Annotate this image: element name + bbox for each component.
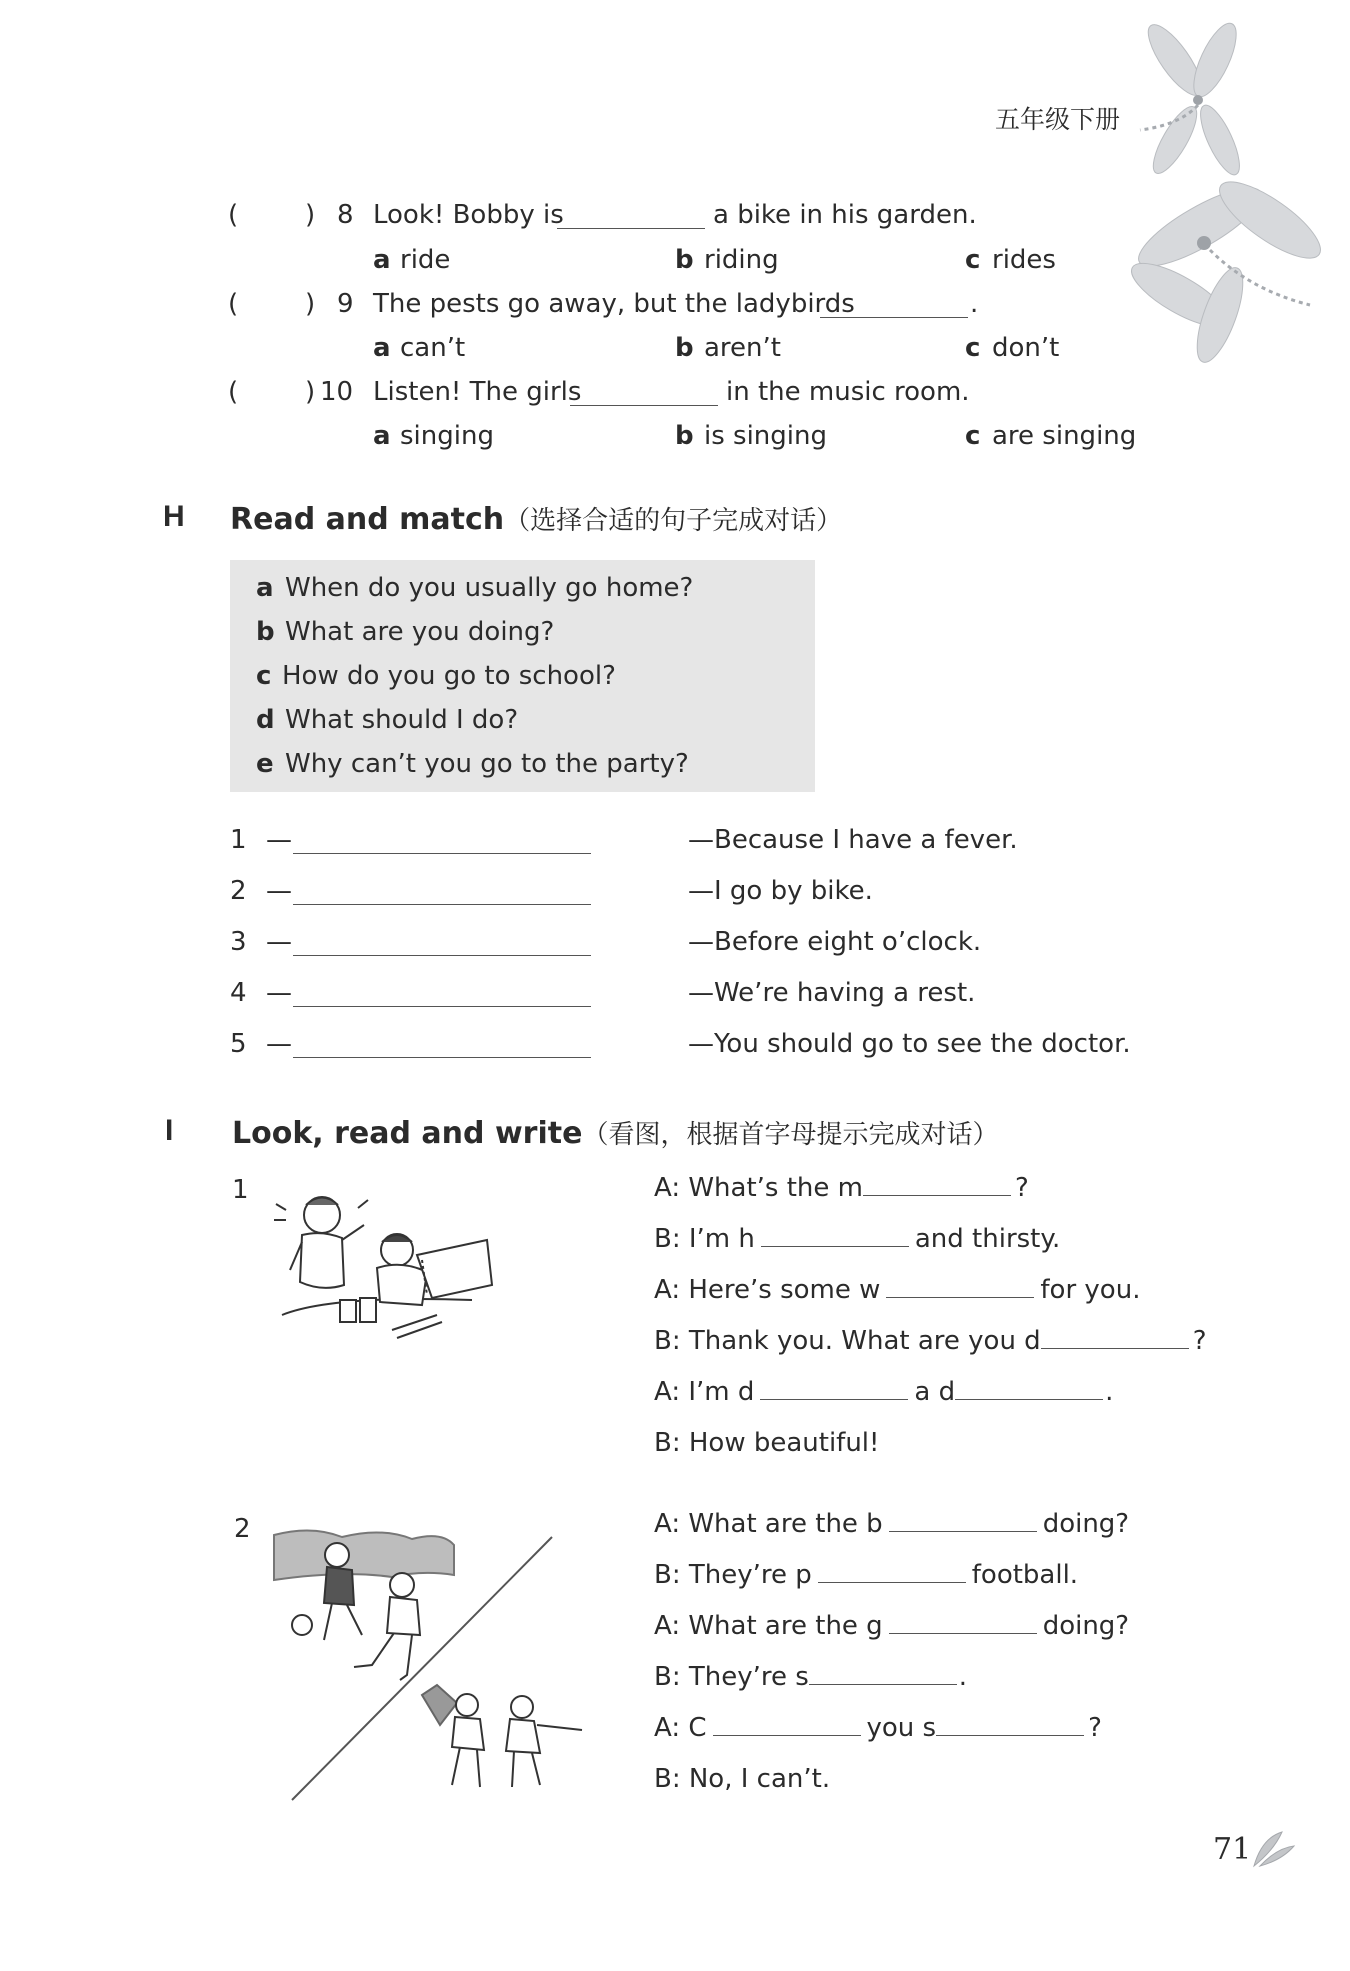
leaf-decoration-icon: [1252, 1828, 1297, 1868]
section-i-title-cn: （看图，根据首字母提示完成对话）: [582, 1120, 999, 1150]
answer-paren-close: ): [305, 200, 316, 230]
dialog-line: [654, 1662, 967, 1692]
dialog-text: football.: [971, 1560, 1079, 1590]
option-text: riding: [704, 245, 779, 275]
question-number: 8: [337, 200, 354, 230]
page-number: 71: [1213, 1832, 1252, 1867]
option-letter: a: [373, 333, 391, 363]
match-answer: —Before eight o’clock.: [688, 927, 982, 957]
option-text: singing: [400, 421, 494, 451]
choice-text: What should I do?: [285, 705, 519, 735]
dialog-text: B: Thank you. What are you d: [654, 1326, 1041, 1356]
answer-blank[interactable]: [955, 1398, 1103, 1400]
boys-football-girls-singing-illustration: [272, 1525, 592, 1825]
option-text: ride: [400, 245, 451, 275]
dialog-line: [654, 1428, 879, 1458]
match-number: 3: [230, 927, 247, 957]
answer-paren-open: (: [228, 200, 239, 230]
match-number: 2: [230, 876, 247, 906]
choice-text: When do you usually go home?: [285, 573, 694, 603]
dialog-line: [654, 1377, 1113, 1407]
answer-blank[interactable]: [570, 405, 718, 406]
dialog-line: [654, 1611, 1129, 1641]
dialog-text: for you.: [1040, 1275, 1141, 1305]
answer-paren-close: ): [305, 289, 316, 319]
option-text: can’t: [400, 333, 466, 363]
option-letter: c: [965, 333, 981, 363]
answer-blank[interactable]: [936, 1734, 1084, 1736]
choice-letter: d: [256, 705, 275, 735]
choice-letter: a: [256, 573, 274, 603]
choice-text: What are you doing?: [285, 617, 555, 647]
match-answer: —You should go to see the doctor.: [688, 1029, 1131, 1059]
match-dash: —: [266, 927, 292, 957]
picture-number: 2: [234, 1514, 251, 1544]
dialog-text: B: How beautiful!: [654, 1428, 880, 1458]
dialog-line: [654, 1224, 1060, 1254]
dragonfly-decoration-icon: [1120, 15, 1335, 375]
answer-blank[interactable]: [713, 1734, 861, 1736]
section-h-heading: [230, 500, 842, 537]
option-letter: c: [965, 421, 981, 451]
answer-blank[interactable]: [760, 1398, 908, 1400]
answer-blank[interactable]: [557, 228, 705, 229]
picture-number: 1: [232, 1175, 249, 1205]
dialog-text: doing?: [1042, 1509, 1130, 1539]
option-text: aren’t: [704, 333, 781, 363]
dialog-text: and thirsty.: [914, 1224, 1061, 1254]
answer-blank[interactable]: [820, 317, 968, 318]
dialog-text: .: [958, 1662, 968, 1692]
match-blank[interactable]: [293, 904, 591, 905]
dialog-text: A: What are the b: [654, 1509, 883, 1539]
answer-blank[interactable]: [889, 1632, 1037, 1634]
answer-blank[interactable]: [809, 1683, 957, 1685]
question-text-after: a bike in his garden.: [713, 200, 977, 230]
choice-text: How do you go to school?: [282, 661, 616, 691]
choice-letter: c: [256, 661, 272, 691]
dialog-text: B: They’re s: [654, 1662, 809, 1692]
option-letter: a: [373, 421, 391, 451]
dialog-text: B: No, I can’t.: [654, 1764, 831, 1794]
dialog-line: [654, 1713, 1102, 1743]
option-text: don’t: [992, 333, 1060, 363]
match-dash: —: [266, 978, 292, 1008]
match-dash: —: [266, 1029, 292, 1059]
match-blank[interactable]: [293, 1006, 591, 1007]
match-blank[interactable]: [293, 955, 591, 956]
dialog-text: doing?: [1042, 1611, 1130, 1641]
match-answer: —Because I have a fever.: [688, 825, 1018, 855]
dialog-text: .: [1105, 1377, 1114, 1407]
match-number: 4: [230, 978, 247, 1008]
dialog-text: you s: [866, 1713, 937, 1743]
dialog-text: ?: [1192, 1326, 1207, 1356]
match-dash: —: [266, 825, 292, 855]
dialog-line: [654, 1560, 1078, 1590]
dialog-text: A: I’m d: [654, 1377, 755, 1407]
question-text-before: Look! Bobby is: [373, 200, 564, 230]
dialog-text: A: What’s the m: [654, 1173, 864, 1203]
match-blank[interactable]: [293, 1057, 591, 1058]
section-h-title: Read and match: [230, 502, 505, 537]
boy-thirsty-and-boy-drawing-illustration: [272, 1180, 502, 1345]
match-dash: —: [266, 876, 292, 906]
answer-blank[interactable]: [886, 1296, 1034, 1298]
match-answer: —I go by bike.: [688, 876, 873, 906]
dialog-text: A: C: [654, 1713, 707, 1743]
section-h-letter: H: [163, 500, 185, 533]
dialog-text: ?: [1015, 1173, 1029, 1203]
match-number: 5: [230, 1029, 247, 1059]
match-blank[interactable]: [293, 853, 591, 854]
match-number: 1: [230, 825, 247, 855]
answer-blank[interactable]: [863, 1194, 1011, 1196]
option-text: are singing: [992, 421, 1137, 451]
choice-text: Why can’t you go to the party?: [285, 749, 689, 779]
dialog-text: ?: [1088, 1713, 1102, 1743]
question-text-after: .: [970, 289, 979, 319]
answer-blank[interactable]: [1041, 1347, 1189, 1349]
dialog-line: [654, 1326, 1207, 1356]
dialog-text: B: I’m h: [654, 1224, 755, 1254]
answer-paren-close: ): [305, 377, 316, 407]
option-letter: b: [675, 421, 694, 451]
section-h-title-cn: （选择合适的句子完成对话）: [504, 506, 843, 536]
dialog-text: A: Here’s some w: [654, 1275, 881, 1305]
dialog-text: B: They’re p: [654, 1560, 812, 1590]
option-letter: c: [965, 245, 981, 275]
dialog-text: A: What are the g: [654, 1611, 883, 1641]
grade-label: 五年级下册: [995, 105, 1121, 134]
answer-paren-open: (: [228, 377, 239, 407]
option-text: rides: [992, 245, 1056, 275]
choice-letter: b: [256, 617, 275, 647]
question-number: 9: [337, 289, 354, 319]
question-text-before: The pests go away, but the ladybirds: [373, 289, 855, 319]
dialog-line: [654, 1275, 1140, 1305]
dialog-text: a d: [914, 1377, 956, 1407]
match-answer: —We’re having a rest.: [688, 978, 976, 1008]
answer-blank[interactable]: [761, 1245, 909, 1247]
dialog-line: [654, 1173, 1029, 1203]
choice-letter: e: [256, 749, 274, 779]
option-letter: b: [675, 245, 694, 275]
section-i-title: Look, read and write: [232, 1116, 583, 1151]
option-text: is singing: [704, 421, 827, 451]
answer-paren-open: (: [228, 289, 239, 319]
question-text-after: in the music room.: [726, 377, 970, 407]
answer-blank[interactable]: [889, 1530, 1037, 1532]
dialog-line: [654, 1764, 830, 1794]
option-letter: a: [373, 245, 391, 275]
answer-blank[interactable]: [818, 1581, 966, 1583]
question-number: 10: [320, 377, 354, 407]
question-text-before: Listen! The girls: [373, 377, 582, 407]
option-letter: b: [675, 333, 694, 363]
section-i-letter: I: [165, 1114, 174, 1147]
section-i-heading: [232, 1114, 998, 1151]
dialog-line: [654, 1509, 1129, 1539]
